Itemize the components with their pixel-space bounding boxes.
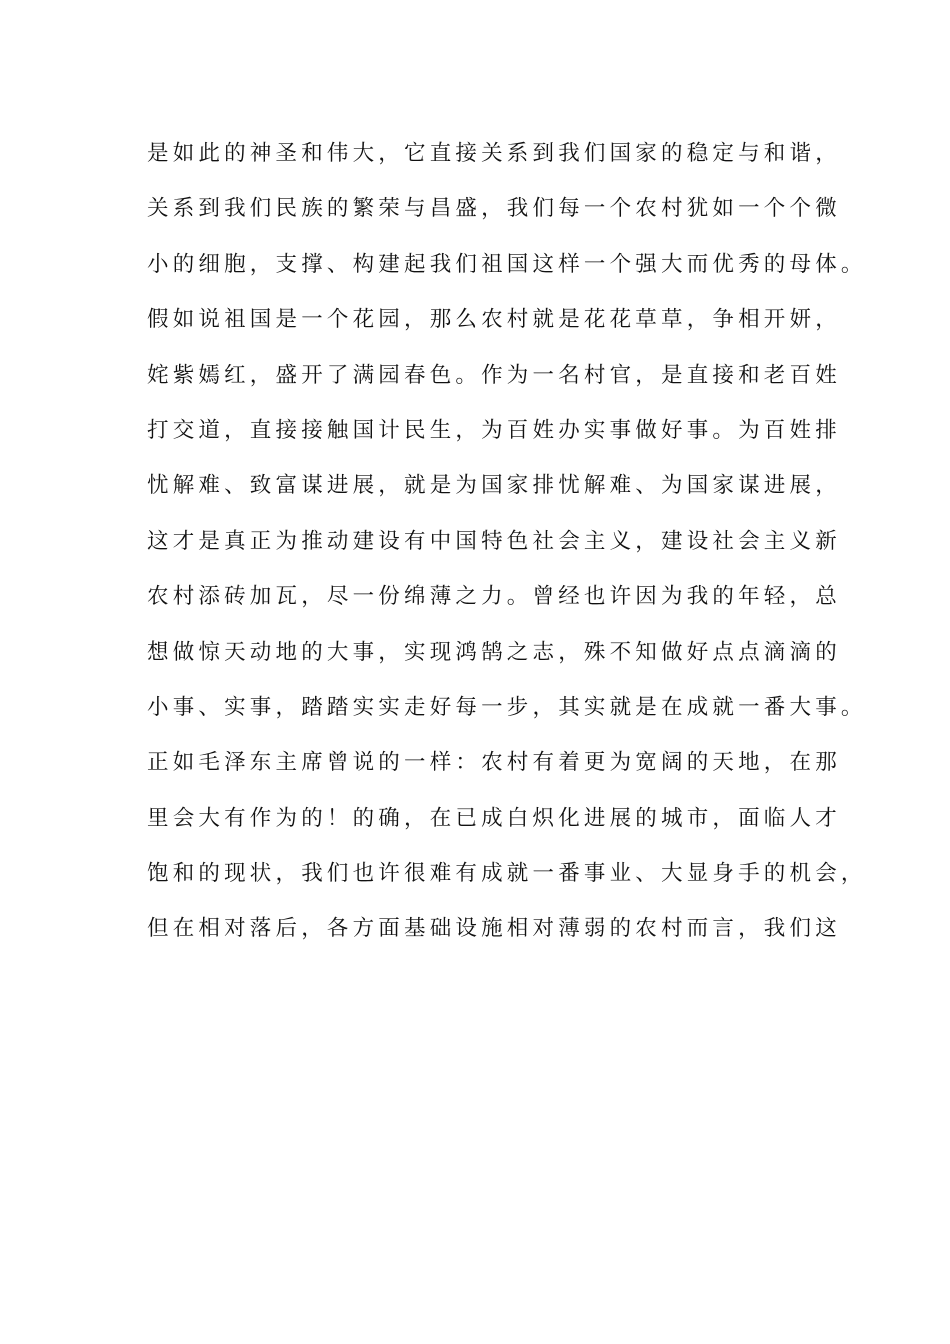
- text-line: 正如毛泽东主席曾说的一样：农村有着更为宽阔的天地，在那: [147, 750, 841, 776]
- body-text: [147, 132, 867, 963]
- text-line: 假如说祖国是一个花园，那么农村就是花花草草，争相开妍，: [147, 307, 841, 333]
- text-line: 想做惊天动地的大事，实现鸿鹄之志，殊不知做好点点滴滴的: [147, 639, 841, 665]
- text-line: 这才是真正为推动建设有中国特色社会主义，建设社会主义新: [147, 528, 841, 554]
- text-line: 里会大有作为的！的确，在已成白炽化进展的城市，面临人才: [147, 805, 841, 831]
- text-line: 是如此的神圣和伟大，它直接关系到我们国家的稳定与和谐，: [147, 141, 841, 166]
- text-line: 但在相对落后，各方面基础设施相对薄弱的农村而言，我们这: [147, 916, 841, 942]
- text-line: 忧解难、致富谋进展，就是为国家排忧解难、为国家谋进展，: [147, 473, 841, 499]
- text-line: 关系到我们民族的繁荣与昌盛，我们每一个农村犹如一个个微: [147, 196, 841, 222]
- text-line: 饱和的现状，我们也许很难有成就一番事业、大显身手的机会，: [147, 861, 867, 887]
- text-line: 小事、实事，踏踏实实走好每一步，其实就是在成就一番大事。: [147, 694, 867, 720]
- text-line: 姹紫嫣红，盛开了满园春色。作为一名村官，是直接和老百姓: [147, 362, 841, 388]
- text-line: 打交道，直接接触国计民生，为百姓办实事做好事。为百姓排: [147, 417, 841, 443]
- text-line: 农村添砖加瓦，尽一份绵薄之力。曾经也许因为我的年轻，总: [147, 584, 841, 610]
- text-line: 小的细胞，支撑、构建起我们祖国这样一个强大而优秀的母体。: [147, 251, 867, 277]
